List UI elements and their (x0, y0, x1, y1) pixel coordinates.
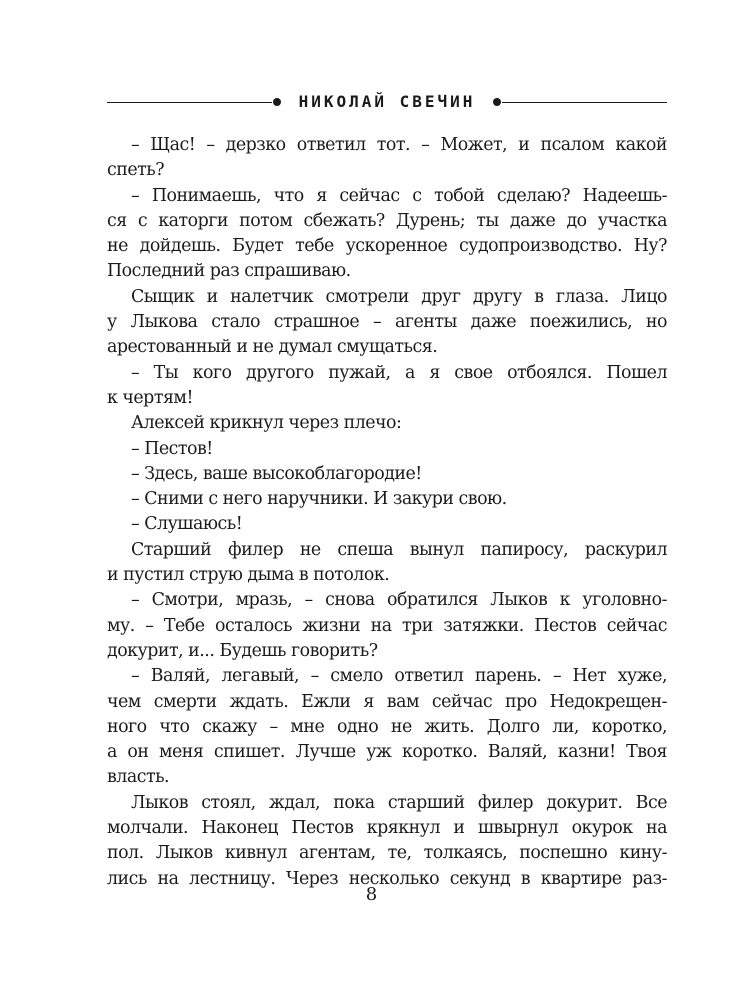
text-line: ного что скажу – мне одно не жить. Долго ли, коротко, (107, 716, 667, 737)
text-line: власть. (107, 767, 170, 788)
text-line: арестованный и не думал смущаться. (107, 337, 438, 358)
text-line: – Здесь, ваше высокоблагородие! (131, 463, 422, 484)
header-rule-right (502, 102, 667, 103)
text-line: – Пестов! (131, 438, 213, 459)
text-line: докурит, и... Будешь говорить? (107, 640, 378, 661)
text-line: – Щас! – дерзко ответил тот. – Может, и псалом какой (131, 135, 667, 155)
page-number: 8 (365, 884, 378, 905)
text-line: пол. Лыков кивнул агентам, те, толкаясь, поспешно кину- (107, 843, 667, 864)
text-line: у Лыкова стало страшное – агенты даже поежились, но (107, 312, 667, 333)
text-line: к чертям! (107, 387, 193, 408)
body-text (107, 133, 667, 892)
text-line: не дойдешь. Будет тебе ускоренное судопроизводство. Ну? (107, 236, 667, 257)
text-line: лись на лестницу. Через несколько секунд в квартире раз- (107, 868, 667, 889)
text-line: Старший филер не спеша вынул папиросу, раскурил (131, 539, 667, 560)
text-line: – Валяй, легавый, – смело ответил парень. – Нет хуже, (131, 666, 667, 687)
running-header (107, 88, 667, 116)
author-name: НИКОЛАЙ СВЕЧИН (298, 92, 476, 111)
header-dot-right-icon (493, 98, 501, 106)
text-line: Последний раз спрашиваю. (107, 261, 351, 282)
text-line: а он меня спишет. Лучше уж коротко. Валяй, казни! Твоя (107, 742, 667, 763)
text-line: чем смерти ждать. Ежли я вам сейчас про Недокрещен- (107, 691, 667, 712)
text-line: спеть? (107, 160, 165, 181)
text-line: Алексей крикнул через плечо: (131, 413, 402, 434)
text-line: и пустил струю дыма в потолок. (107, 565, 390, 586)
text-line: – Смотри, мразь, – снова обратился Лыков к уголовно- (131, 590, 667, 611)
text-line: – Слушаюсь! (131, 514, 243, 535)
text-line: ся с каторги потом сбежать? Дурень; ты даже до участка (107, 210, 667, 231)
text-line: молчали. Наконец Пестов крякнул и швырнул окурок на (107, 818, 667, 839)
text-line: му. – Тебе осталось жизни на три затяжки. Пестов сейчас (107, 615, 667, 636)
text-line: – Сними с него наручники. И закури свою. (131, 489, 507, 510)
text-line: – Понимаешь, что я сейчас с тобой сделаю? Надеешь- (131, 185, 667, 206)
text-line: Сыщик и налетчик смотрели друг другу в глаза. Лицо (131, 286, 667, 307)
text-line: – Ты кого другого пужай, а я свое отбоялся. Пошел (131, 362, 667, 383)
text-line: Лыков стоял, ждал, пока старший филер докурит. Все (131, 792, 667, 813)
